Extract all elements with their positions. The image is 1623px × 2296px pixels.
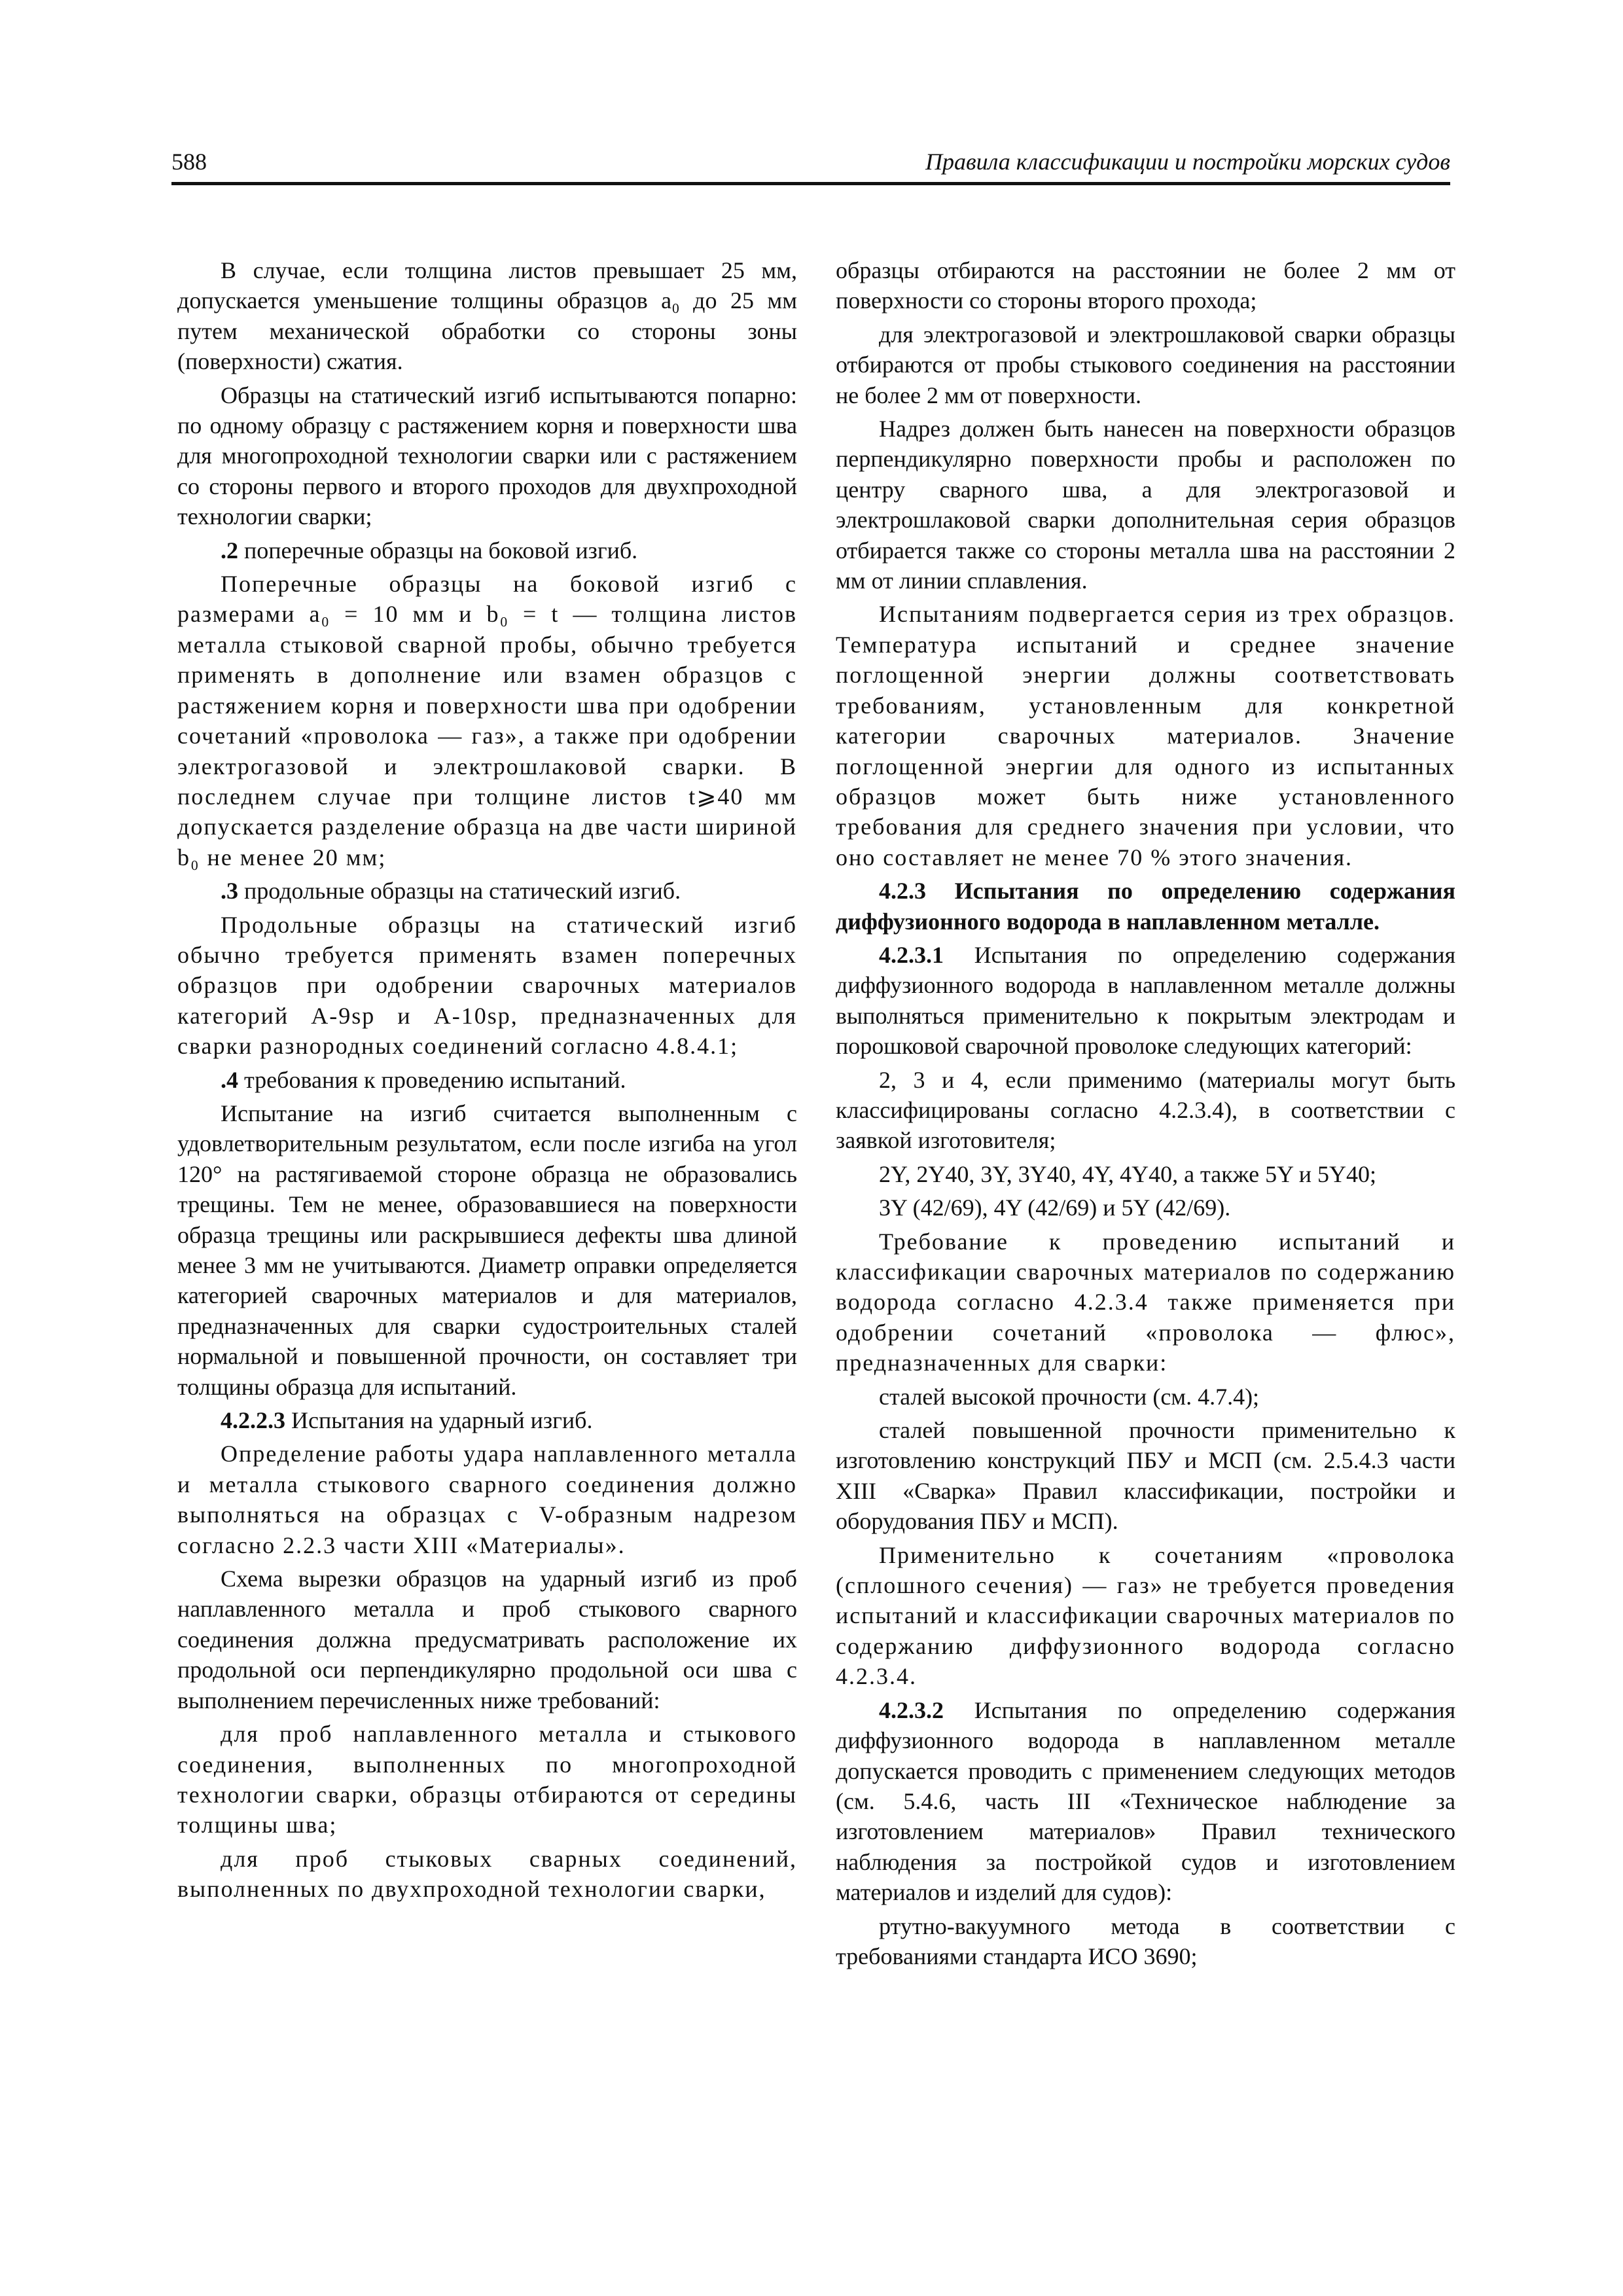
section-number: 4.2.3.2 bbox=[879, 1696, 944, 1723]
left-column bbox=[177, 255, 797, 1908]
section-title: Испытания на ударный изгиб. bbox=[291, 1407, 593, 1434]
list-item-4 bbox=[177, 1065, 797, 1095]
page-number: 588 bbox=[171, 149, 207, 175]
item-number: .2 bbox=[221, 537, 238, 564]
paragraph: сталей повышенной прочности применительно к изготовлению конструкций ПБУ и МСП (см. 2.5.4.3 части XIII «Сварка» Правил классификации, постройки и оборудования ПБУ и МСП). bbox=[836, 1417, 1455, 1535]
paragraph: Продольные образцы на статический изгиб обычно требуется применять взамен поперечных образцов при одобрении сварочных материалов категорий A-9sp и A-10sp, предназначенных для сварки разнородных соединений согласно 4.8.4.1; bbox=[177, 911, 797, 1060]
section-4-2-3-2 bbox=[836, 1695, 1455, 1908]
paragraph: для проб наплавленного металла и стыкового соединения, выполненных по многопроходной технологии сварки, образцы отбираются от середины толщины шва; bbox=[177, 1721, 797, 1839]
paragraph: ртутно-вакуумного метода в соответствии с требованиями стандарта ИСО 3690; bbox=[836, 1912, 1455, 1969]
paragraph: 2, 3 и 4, если применимо (материалы могут быть классифицированы согласно 4.2.3.4), в соответствии с заявкой изготовителя; bbox=[836, 1066, 1455, 1154]
book-title: Правила классификации и постройки морских судов bbox=[925, 149, 1450, 175]
paragraph: Испытаниям подвергается серия из трех образцов. Температура испытаний и среднее значение поглощенной энергии должны соответствовать требованиям, установленным для конкретной категории сварочных материалов. Значение поглощенной энергии для одного из испытанных образцов может быть ниже установленного требования для среднего значения при условии, что оно составляет не менее 70 % этого значения. bbox=[836, 601, 1455, 870]
section-number: 4.2.2.3 bbox=[221, 1407, 285, 1434]
section-text: Испытания по определению содержания диффузионного водорода в наплавленном металле должны выполняться применительно к покрытым электродам и порошковой сварочной проволоке следующих категорий: bbox=[836, 941, 1456, 1060]
section-heading: 4.2.3 Испытания по определению содержания диффузионного водорода в наплавленном металле. bbox=[836, 878, 1455, 935]
list-item-3 bbox=[177, 876, 797, 906]
paragraph: для электрогазовой и электрошлаковой сварки образцы отбираются от пробы стыкового соединения на расстоянии не более 2 мм от поверхности. bbox=[836, 321, 1455, 408]
right-column bbox=[836, 255, 1455, 1975]
paragraph: 2Y, 2Y40, 3Y, 3Y40, 4Y, 4Y40, а также 5Y и 5Y40; bbox=[879, 1160, 1376, 1187]
paragraph: Применительно к сочетаниям «проволока (сплошного сечения) — газ» не требуется проведения испытаний и классификации сварочных материалов по содержанию диффузионного водорода согласно 4.2.3.4. bbox=[836, 1541, 1455, 1690]
paragraph: Схема вырезки образцов на ударный изгиб из проб наплавленного металла и проб стыкового сварного соединения должна предусматривать расположение их продольной оси перпендикулярно продольной оси шва с выполнением перечисленных ниже требований: bbox=[177, 1566, 797, 1713]
item-text: продольные образцы на статический изгиб. bbox=[244, 878, 681, 905]
paragraph: Определение работы удара наплавленного металла и металла стыкового сварного соединения должно выполняться на образцах с V-образным надрезом согласно 2.2.3 части XIII «Материалы». bbox=[177, 1441, 797, 1558]
item-text: поперечные образцы на боковой изгиб. bbox=[244, 537, 638, 564]
item-number: .3 bbox=[221, 878, 238, 905]
paragraph: Испытание на изгиб считается выполненным с удовлетворительным результатом, если после изгиба на угол 120° на растягиваемой стороне образца не образовались трещины. Тем не менее, образовавшиеся на поверхности образца трещины или раскрывшиеся дефекты шва длиной менее 3 мм не учитываются. Диаметр оправки определяется категорией сварочных материалов и для материалов, предназначенных для сварки судостроительных сталей нормальной и повышенной прочности, он составляет три толщины образца для испытаний. bbox=[177, 1100, 797, 1400]
paragraph: 3Y (42/69), 4Y (42/69) и 5Y (42/69). bbox=[879, 1194, 1231, 1221]
paragraph: сталей высокой прочности (см. 4.7.4); bbox=[879, 1383, 1260, 1410]
section-4-2-3-1 bbox=[836, 940, 1455, 1062]
section-4-2-2-3 bbox=[177, 1405, 797, 1435]
paragraph: Поперечные образцы на боковой изгиб с размерами a₀ = 10 мм и b₀ = t — толщина листов металла стыковой сварной пробы, обычно требуется применять в дополнение или взамен образцов с растяжением корня и поверхности шва при одобрении сочетаний «проволока — газ», а также при одобрении электрогазовой и электрошлаковой сварки. В последнем случае при толщине листов t⩾40 мм допускается разделение образца на две части шириной b₀ не менее 20 мм; bbox=[177, 571, 797, 870]
paragraph: Надрез должен быть нанесен на поверхности образцов перпендикулярно поверхности пробы и расположен по центру сварного шва, а для электрогазовой и электрошлаковой сварки дополнительная серия образцов отбирается также со стороны металла шва на расстоянии 2 мм от линии сплавления. bbox=[836, 416, 1455, 594]
running-header bbox=[171, 141, 1450, 185]
section-text: Испытания по определению содержания диффузионного водорода в наплавленном металле допускается проводить с применением следующих методов (см. 5.4.6, часть III «Техническое наблюдение за изготовлением материалов» Правил технического наблюдения за постройкой судов и изготовлением материалов и изделий для судов): bbox=[836, 1696, 1456, 1906]
list-item-2 bbox=[177, 535, 797, 565]
section-number: 4.2.3.1 bbox=[879, 941, 944, 968]
paragraph: В случае, если толщина листов превышает 25 мм, допускается уменьшение толщины образцов a₀ до 25 мм путем механической обработки со стороны зоны (поверхности) сжатия. bbox=[177, 257, 797, 375]
section-heading-4-2-3 bbox=[836, 876, 1455, 937]
paragraph: для проб стыковых сварных соединений, выполненных по двухпроходной технологии сварки, bbox=[177, 1845, 797, 1903]
paragraph: Требование к проведению испытаний и классификации сварочных материалов по содержанию водорода согласно 4.2.3.4 также применяется при одобрении сочетаний «проволока — флюс», предназначенных для сварки: bbox=[836, 1228, 1455, 1376]
item-text: требования к проведению испытаний. bbox=[244, 1066, 626, 1093]
item-number: .4 bbox=[221, 1066, 238, 1093]
paragraph: образцы отбираются на расстоянии не более 2 мм от поверхности со стороны второго прохода; bbox=[836, 257, 1455, 314]
paragraph: Образцы на статический изгиб испытываются попарно: по одному образцу с растяжением корня и поверхности шва для многопроходной технологии сварки или с растяжением со стороны первого и второго проходов для двухпроходной технологии сварки; bbox=[177, 382, 797, 530]
